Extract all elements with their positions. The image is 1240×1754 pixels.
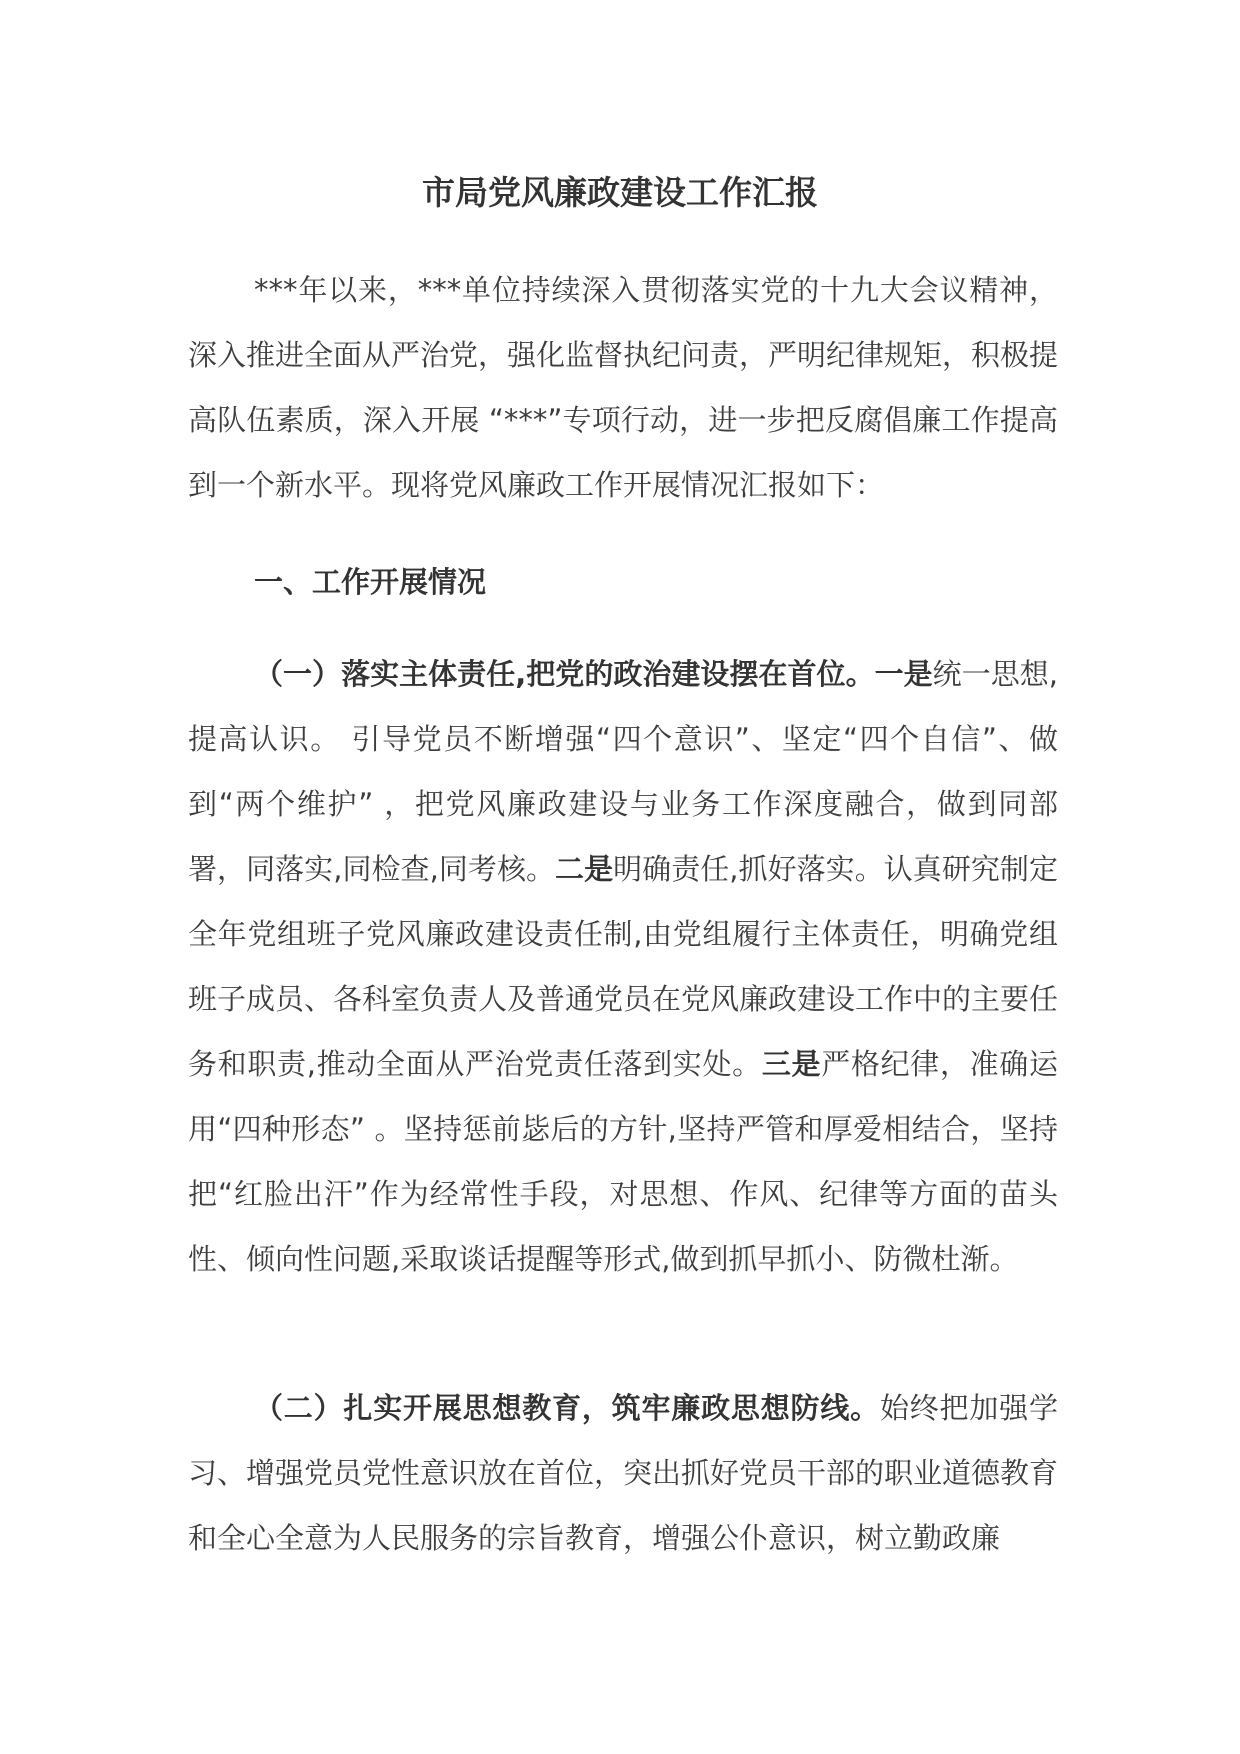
intro-paragraph: ***年以来，***单位持续深入贯彻落实党的十九大会议精神，深入推进全面从严治党，强化监督执纪问责，严明纪律规矩，积极提高队伍素质，深入开展 “***”专项行动，进一步把反腐倡廉工作提高到一个新水平。现将党风廉政工作开展情况汇报如下： [188,273,1059,502]
subsection-1-heading: （一）落实主体责任,把党的政治建设摆在首位。 [254,657,875,691]
point-3-label: 三是 [761,1047,822,1081]
section-heading-work-progress: 一、工作开展情况 [254,565,487,599]
subsection-1-paragraph [188,642,1058,1292]
subsection-2-paragraph [188,1376,1058,1571]
point-2-label: 二是 [555,852,614,886]
subsection-2-heading: （二）扎实开展思想教育，筑牢廉政思想防线。 [254,1391,880,1425]
point-3-text: 严格纪律，准确运用“四种形态” 。坚持惩前毖后的方针,坚持严管和厚爱相结合，坚持把“红脸出汗”作为经常性手段，对思想、作风、纪律等方面的苗头性、倾向性问题,采取谈话提醒等形式,做到抓早抓小、防微杜渐。 [188,1047,1058,1276]
point-1-label: 一是 [874,657,933,691]
document-title: 市局党风廉政建设工作汇报 [422,173,818,212]
point-1-text: 统一思想,提高认识。 引导党员不断增强“四个意识”、坚定“四个自信”、做到“两个维护” ，把党风廉政建设与业务工作深度融合，做到同部署，同落实,同检查,同考核。 [188,657,1058,886]
subsection-2-text: 始终把加强学习、增强党员党性意识放在首位，突出抓好党员干部的职业道德教育和全心全意为人民服务的宗旨教育，增强公仆意识，树立勤政廉 [188,1391,1059,1555]
point-2-text: 明确责任,抓好落实。认真研究制定全年党组班子党风廉政建设责任制,由党组履行主体责任，明确党组班子成员、各科室负责人及普通党员在党风廉政建设工作中的主要任务和职责,推动全面从严治党责任落到实处。 [188,852,1059,1081]
